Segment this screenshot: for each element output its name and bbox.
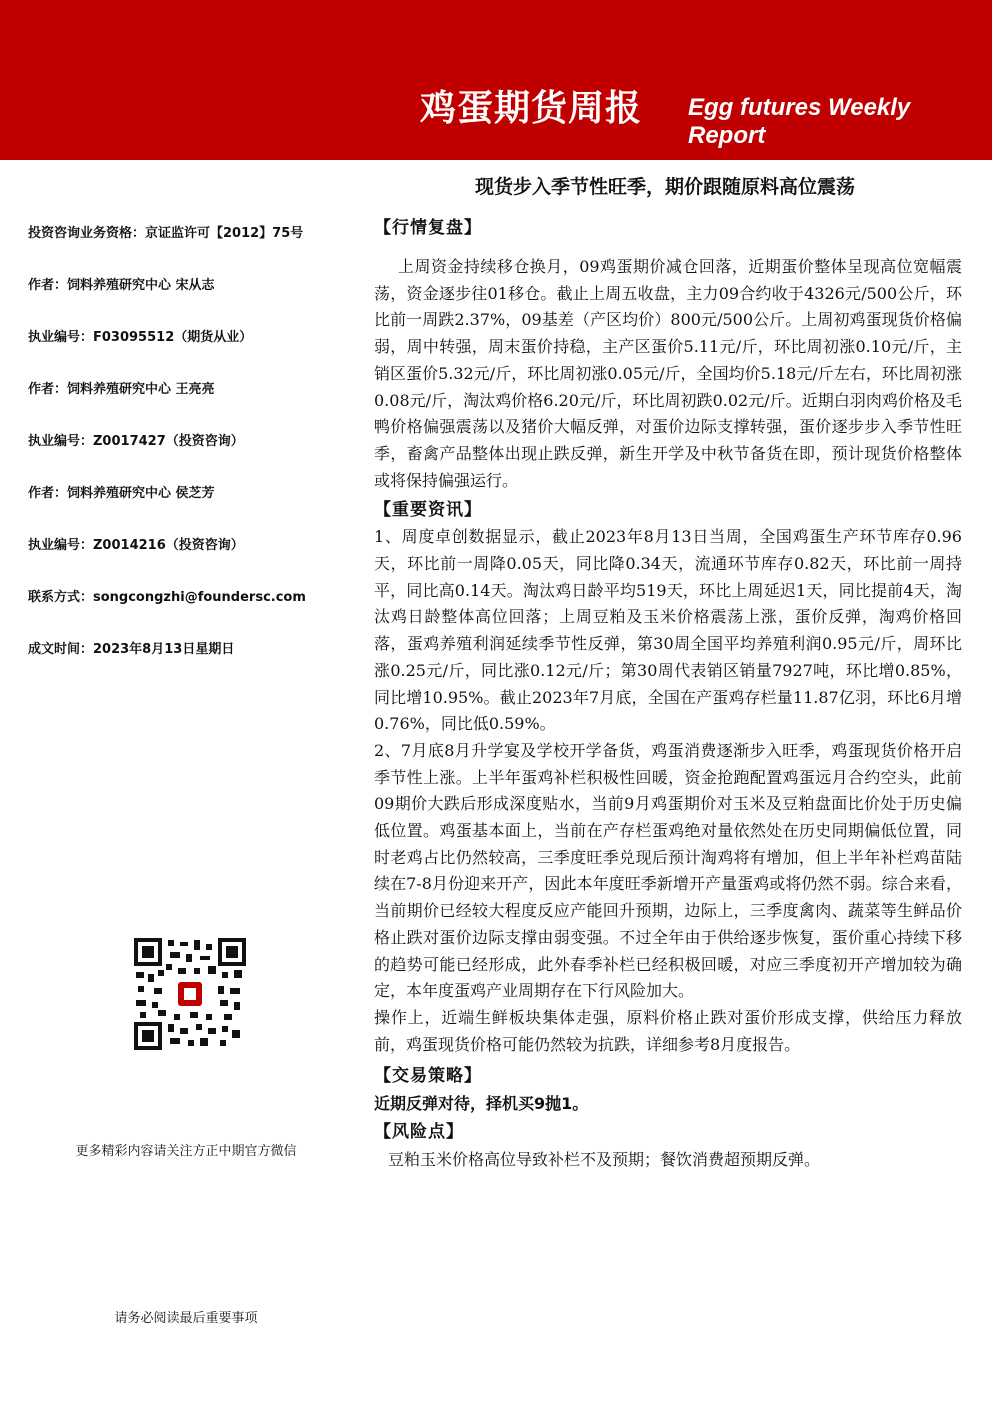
author-line-3: 作者：饲料养殖研究中心 侯芝芳 xyxy=(28,486,215,501)
news-paragraph-2: 2、7月底8月升学宴及学校开学备货，鸡蛋消费逐渐步入旺季，鸡蛋现货价格开启季节性上涨。上半年蛋鸡补栏积极性回暖，资金抢跑配置鸡蛋远月合约空头，此前09期价大跌后形成深度贴水，当前9月鸡蛋期价对玉米及豆粕盘面比价处于历史偏低位置。鸡蛋基本面上，当前在产存栏蛋鸡绝对量依然处在历史同期偏低位置，同时老鸡占比仍然较高，三季度旺季兑现后预计淘鸡将有增加，但上半年补栏鸡苗陆续在7-8月份迎来开产，因此本年度旺季新增开产量蛋鸡或将仍然不弱。综合来看，当前期价已经较大程度反应产能回升预期，边际上，三季度禽肉、蔬菜等生鲜品价格止跌对蛋价边际支撑由弱变强。不过全年由于供给逐步恢复，蛋价重心持续下移的趋势可能已经形成，此外春季补栏已经积极回暖，对应三季度初开产增加较为确定，本年度蛋鸡产业周期存在下行风险加大。 xyxy=(374,740,962,1001)
report-body xyxy=(374,214,962,1174)
license-line-2: 执业编号：Z0017427（投资咨询） xyxy=(28,434,244,449)
license-line-1: 执业编号：F03095512（期货从业） xyxy=(28,330,253,345)
market-review-text: 上周资金持续移仓换月，09鸡蛋期价减仓回落，近期蛋价整体呈现高位宽幅震荡，资金逐步往01移仓。截止上周五收盘，主力09合约收于4326元/500公斤，环比前一周跌2.37%，09基差（产区均价）800元/500公斤。上周初鸡蛋现货价格偏弱，周中转强，周末蛋价持稳，主产区蛋价5.11元/斤，环比周初涨0.10元/斤，主销区蛋价5.32元/斤，环比周初涨0.05元/斤，全国均价5.18元/斤左右，环比周初涨0.08元/斤，淘汰鸡价格6.20元/斤，环比周初跌0.02元/斤。近期白羽肉鸡价格及毛鸭价格偏强震荡以及猪价大幅反弹，对蛋价边际支撑转强，蛋价逐步步入季节性旺季，畜禽产品整体出现止跌反弹，新生开学及中秋节备货在即，预计现货价格整体或将保持偏强运行。 xyxy=(374,257,962,490)
trading-strategy-text: 近期反弹对待，择机买9抛1。 xyxy=(374,1094,589,1114)
author-line-2: 作者：饲料养殖研究中心 王亮亮 xyxy=(28,382,215,397)
heading-market-review: 【行情复盘】 xyxy=(374,218,482,238)
license-line-3: 执业编号：Z0014216（投资咨询） xyxy=(28,538,244,553)
heading-important-news: 【重要资讯】 xyxy=(374,500,482,521)
heading-trading-strategy: 【交易策略】 xyxy=(374,1066,482,1087)
qr-caption: 更多精彩内容请关注方正中期官方微信 xyxy=(75,1144,297,1159)
report-title-cn: 鸡蛋期货周报 xyxy=(420,88,643,129)
news-paragraph-1: 1、周度卓创数据显示，截止2023年8月13日当周，全国鸡蛋生产环节库存0.96天，环比前一周降0.05天，同比降0.34天，流通环节库存0.82天，环比前一周持平，同比高0.14天。淘汰鸡日龄平均519天，环比上周延迟1天，同比提前4天，淘汰鸡日龄整体高位回落；上周豆粕及玉米价格震荡上涨，蛋价反弹，淘鸡价格回落，蛋鸡养殖利润延续季节性反弹，第30周全国平均养殖利润0.95元/斤，周环比涨0.25元/斤，同比涨0.12元/斤；第30周代表销区销量7927吨，环比增0.85%，同比增10.95%。截止2023年7月底，全国在产蛋鸡存栏量11.87亿羽，环比6月增0.76%，同比低0.59%。 xyxy=(374,527,962,734)
header-banner xyxy=(0,0,992,160)
author-line-1: 作者：饲料养殖研究中心 宋从志 xyxy=(28,278,215,293)
report-title-en: Egg futures Weekly Report xyxy=(688,94,911,149)
news-paragraph-3: 操作上，近端生鲜板块集体走强，原料价格止跌对蛋价形成支撑，供给压力释放前，鸡蛋现货价格可能仍然较为抗跌，详细参考8月度报告。 xyxy=(374,1007,962,1054)
wechat-qr-code-icon xyxy=(134,938,246,1050)
read-notice: 请务必阅读最后重要事项 xyxy=(114,1311,258,1326)
contact-line: 联系方式：songcongzhi@foundersc.com xyxy=(28,590,306,605)
author-sidebar xyxy=(28,222,358,690)
heading-risk-points: 【风险点】 xyxy=(374,1122,464,1143)
qualification-line: 投资咨询业务资格：京证监许可【2012】75号 xyxy=(28,226,304,241)
risk-points-text: 豆粕玉米价格高位导致补栏不及预期；餐饮消费超预期反弹。 xyxy=(388,1150,821,1170)
report-headline: 现货步入季节性旺季，期价跟随原料高位震荡 xyxy=(474,176,855,198)
date-line: 成文时间：2023年8月13日星期日 xyxy=(28,642,235,657)
